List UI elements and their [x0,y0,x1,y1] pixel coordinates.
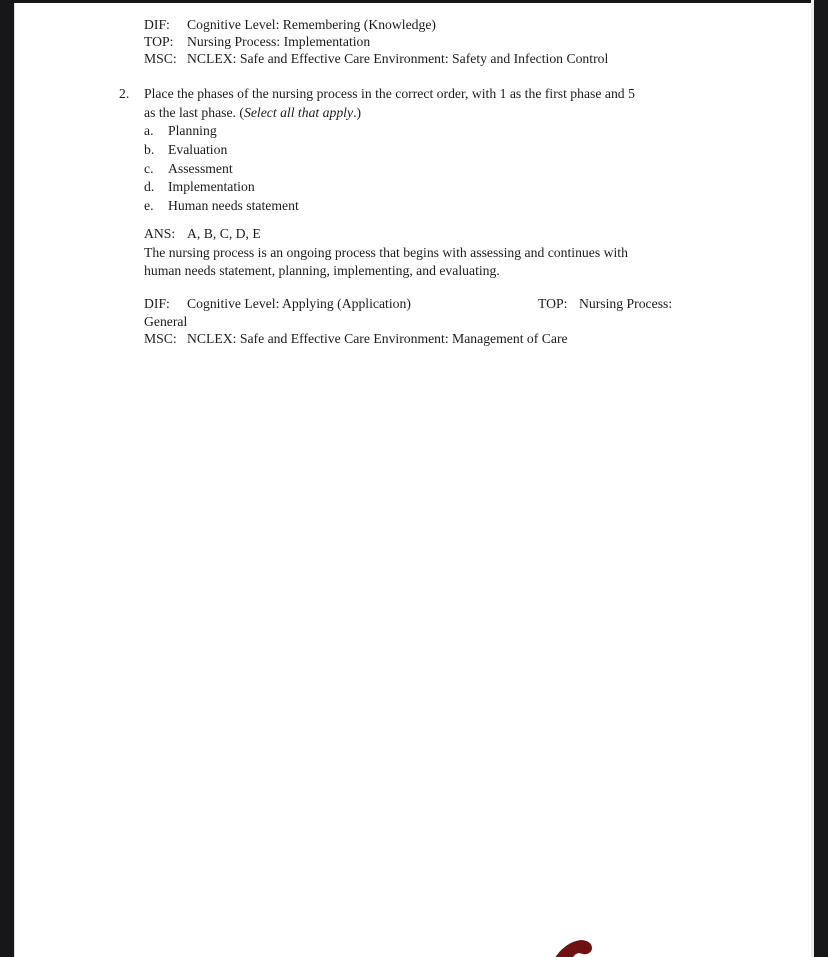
dif-label: DIF: [144,296,170,311]
dif-value: Cognitive Level: Remembering (Knowledge) [187,17,436,32]
rationale-line-1: The nursing process is an ongoing process that begins with assessing and continues with [144,244,628,260]
question-line-2 [119,103,635,122]
option-b [119,141,635,160]
question-line2-suffix: .) [353,105,362,120]
top-label: TOP: [144,34,174,49]
answer-options-list [119,122,635,216]
option-e [119,197,635,216]
document-page [14,3,811,957]
option-d [119,178,635,197]
question2-meta-block [144,295,673,348]
question-text-line1: Place the phases of the nursing process in the correct order, with 1 as the first phase and 5 [144,86,635,101]
top-label: TOP: [538,296,568,311]
answer-block [144,225,628,281]
msc-label: MSC: [144,331,177,346]
top-column [538,295,672,313]
option-a [119,122,635,141]
page-right-edge-strip [811,0,814,957]
top-value-wrapped: General [144,313,188,329]
select-all-that-apply-note: Select all that apply [243,105,354,120]
option-c [119,160,635,179]
option-d-letter: d. [144,179,155,195]
option-a-letter: a. [144,123,154,138]
option-e-letter: e. [144,198,154,214]
dif-value: Cognitive Level: Applying (Application) [187,296,411,311]
dif-top-row [144,295,673,313]
top-value: Nursing Process: Implementation [187,34,371,49]
option-b-letter: b. [144,141,155,157]
msc-value: NCLEX: Safe and Effective Care Environment: Safety and Infection Control [187,51,609,66]
option-c-text: Assessment [168,160,233,176]
option-a-text: Planning [168,123,217,138]
option-e-text: Human needs statement [168,198,299,214]
dif-label: DIF: [144,17,170,32]
msc-label: MSC: [144,51,177,66]
msc-row [144,330,568,348]
dif-row [144,16,608,33]
rationale-line-2: human needs statement, planning, implementing, and evaluating. [144,263,500,278]
question1-meta-block [144,16,608,67]
question-2 [119,84,635,216]
ans-value: A, B, C, D, E [187,226,261,241]
option-b-text: Evaluation [168,141,228,157]
answer-row [144,225,628,244]
question-line-1 [119,84,635,103]
msc-value: NCLEX: Safe and Effective Care Environment: Management of Care [187,331,568,346]
top-value: Nursing Process: [579,296,673,311]
question-number: 2. [119,86,130,101]
ans-label: ANS: [144,226,176,241]
msc-row [144,50,608,67]
option-d-text: Implementation [168,179,255,195]
question-text-line2: as the last phase. ( [144,105,244,120]
logo-swoosh-shape [553,939,597,957]
top-row [144,33,608,50]
option-c-letter: c. [144,160,154,176]
